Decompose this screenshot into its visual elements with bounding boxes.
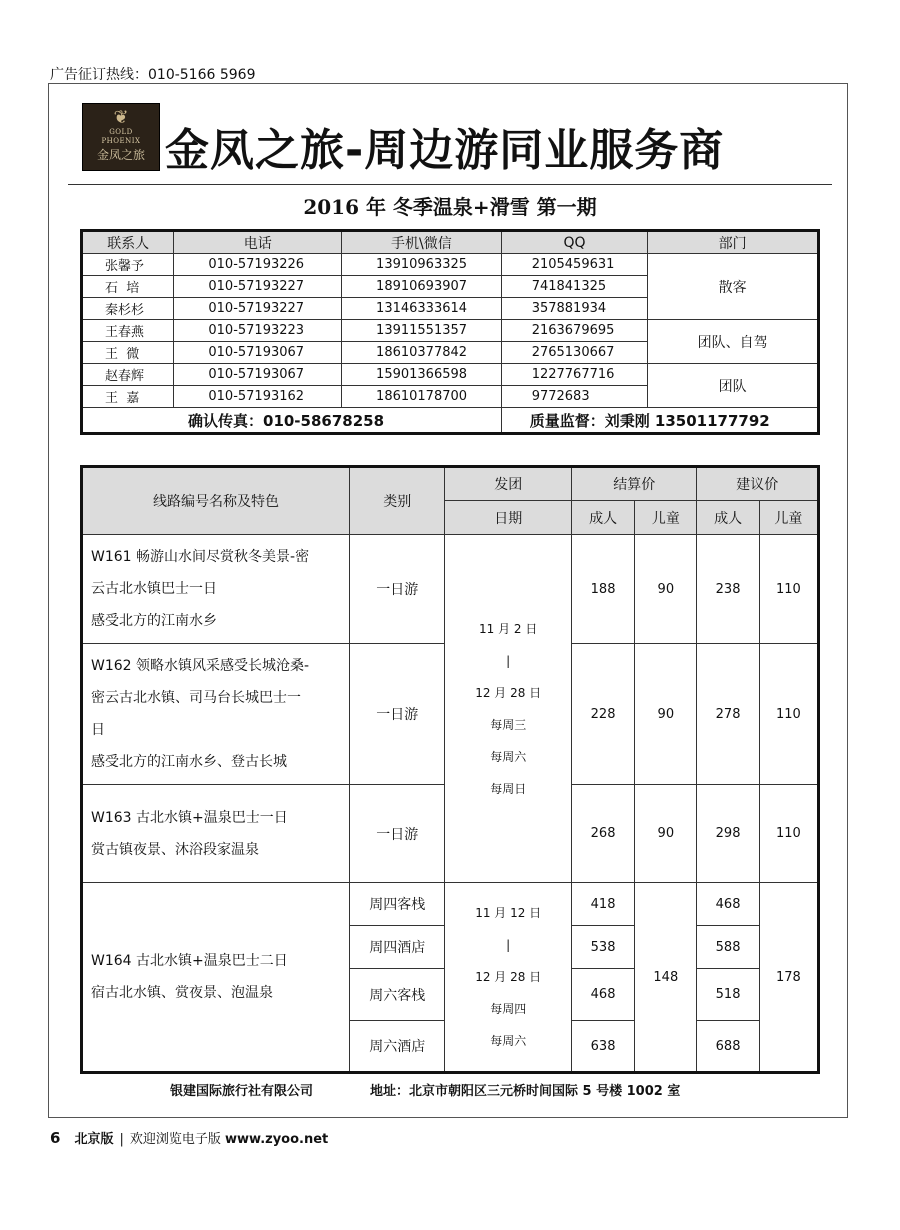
contact-mobile: 15901366598 xyxy=(342,364,502,386)
route-desc-line: 密云古北水镇、司马台长城巴士一 xyxy=(91,690,301,706)
route-category: 周四客栈 xyxy=(350,883,445,926)
contact-qq: 2163679695 xyxy=(501,320,648,342)
header-cell: 联系人 xyxy=(82,231,174,254)
settle-adult-price: 418 xyxy=(571,883,634,926)
contact-name: 张馨予 xyxy=(82,254,174,276)
settle-child-price: 90 xyxy=(635,644,697,785)
logo-text-cn: 金凤之旅 xyxy=(96,148,145,162)
contact-name: 赵春辉 xyxy=(82,364,174,386)
header-suggest-price: 建议价 xyxy=(697,467,819,501)
dept-cell: 散客 xyxy=(648,254,819,320)
suggest-child-price: 110 xyxy=(759,644,818,785)
contact-name: 石 培 xyxy=(82,276,174,298)
date-line: 每周四 xyxy=(490,1002,527,1016)
company-address: 地址：北京市朝阳区三元桥时间国际 5 号楼 1002 室 xyxy=(370,1084,681,1099)
date-line: | xyxy=(506,938,511,952)
contact-mobile: 13146333614 xyxy=(342,298,502,320)
header-cell: 部门 xyxy=(648,231,819,254)
table-row xyxy=(82,254,819,276)
date-line: 每周六 xyxy=(490,749,527,764)
route-desc xyxy=(82,644,350,785)
date-line: 11 月 2 日 xyxy=(479,621,538,636)
route-desc-line: 赏古镇夜景、沐浴段家温泉 xyxy=(91,841,259,858)
routes-table xyxy=(80,465,820,1074)
contact-qq: 9772683 xyxy=(501,386,648,408)
contact-name: 秦杉杉 xyxy=(82,298,174,320)
date-line: 11 月 12 日 xyxy=(475,906,542,920)
suggest-adult-price: 588 xyxy=(697,926,759,969)
quality-supervision: 质量监督：刘秉刚 13501177792 xyxy=(501,408,818,434)
route-desc xyxy=(82,883,350,1073)
suggest-child-price: 110 xyxy=(759,785,818,883)
date-line: | xyxy=(506,653,511,668)
table-row xyxy=(82,535,819,644)
route-category: 周六客栈 xyxy=(350,969,445,1021)
date-line: 12 月 28 日 xyxy=(475,685,542,700)
header-child: 儿童 xyxy=(759,501,818,535)
suggest-adult-price: 238 xyxy=(697,535,759,644)
date-line: 每周六 xyxy=(490,1034,527,1048)
settle-adult-price: 188 xyxy=(571,535,634,644)
contact-qq: 1227767716 xyxy=(501,364,648,386)
table-row xyxy=(82,364,819,386)
settle-adult-price: 228 xyxy=(571,644,634,785)
contact-phone: 010-57193227 xyxy=(174,276,342,298)
contact-mobile: 13910963325 xyxy=(342,254,502,276)
route-category: 一日游 xyxy=(350,785,445,883)
date-line: 12 月 28 日 xyxy=(475,970,542,984)
contact-name: 王 嘉 xyxy=(82,386,174,408)
settle-adult-price: 538 xyxy=(571,926,634,969)
contact-phone: 010-57193223 xyxy=(174,320,342,342)
suggest-adult-price: 688 xyxy=(697,1021,759,1073)
contact-qq: 2765130667 xyxy=(501,342,648,364)
route-desc xyxy=(82,535,350,644)
settle-adult-price: 268 xyxy=(571,785,634,883)
date-line: 每周日 xyxy=(490,781,527,796)
footer-welcome: 欢迎浏览电子版 xyxy=(129,1132,221,1147)
route-category: 周六酒店 xyxy=(350,1021,445,1073)
contact-qq: 741841325 xyxy=(501,276,648,298)
title-divider xyxy=(68,184,832,185)
header-settle-price: 结算价 xyxy=(571,467,697,501)
settle-child-price: 90 xyxy=(635,535,697,644)
header-category: 类别 xyxy=(350,467,445,535)
departure-dates xyxy=(445,535,572,883)
route-desc-line: 感受北方的江南水乡 xyxy=(91,613,217,629)
route-desc-line: 感受北方的江南水乡、登古长城 xyxy=(91,754,287,770)
company-logo xyxy=(82,103,160,171)
settle-child-price: 148 xyxy=(635,883,697,1073)
contacts-table xyxy=(80,229,820,435)
table-footer-row xyxy=(82,408,819,434)
table-row xyxy=(82,883,819,926)
suggest-child-price: 178 xyxy=(759,883,818,1073)
confirm-fax: 确认传真：010-58678258 xyxy=(82,408,502,434)
departure-dates xyxy=(445,883,572,1073)
contact-name: 王春燕 xyxy=(82,320,174,342)
table-row xyxy=(82,320,819,342)
header-cell: 手机\微信 xyxy=(342,231,502,254)
contact-qq: 2105459631 xyxy=(501,254,648,276)
contact-mobile: 18610377842 xyxy=(342,342,502,364)
suggest-adult-price: 278 xyxy=(697,644,759,785)
header-child: 儿童 xyxy=(635,501,697,535)
route-desc-line: 宿古北水镇、赏夜景、泡温泉 xyxy=(91,985,273,1001)
contact-name: 王 微 xyxy=(82,342,174,364)
contact-phone: 010-57193067 xyxy=(174,364,342,386)
route-category: 一日游 xyxy=(350,644,445,785)
route-desc-line: 云古北水镇巴士一日 xyxy=(91,581,217,597)
settle-adult-price: 638 xyxy=(571,1021,634,1073)
route-desc xyxy=(82,785,350,883)
header-route: 线路编号名称及特色 xyxy=(82,467,350,535)
logo-text-en: GOLD xyxy=(109,128,133,136)
suggest-adult-price: 298 xyxy=(697,785,759,883)
route-category: 周四酒店 xyxy=(350,926,445,969)
header-depart-bottom: 日期 xyxy=(445,501,572,535)
route-desc-line: 日 xyxy=(91,722,105,738)
contact-mobile: 18610178700 xyxy=(342,386,502,408)
edition-label: 北京版 xyxy=(74,1132,114,1147)
settle-adult-price: 468 xyxy=(571,969,634,1021)
suggest-adult-price: 518 xyxy=(697,969,759,1021)
header-cell: 电话 xyxy=(174,231,342,254)
contact-mobile: 13911551357 xyxy=(342,320,502,342)
page-footer xyxy=(50,1128,328,1147)
settle-child-price: 90 xyxy=(635,785,697,883)
suggest-child-price: 110 xyxy=(759,535,818,644)
footer-separator: | xyxy=(119,1132,124,1147)
header-cell: QQ xyxy=(501,231,648,254)
contact-phone: 010-57193227 xyxy=(174,298,342,320)
contact-phone: 010-57193162 xyxy=(174,386,342,408)
page-title: 金凤之旅-周边游同业服务商 xyxy=(165,125,725,176)
table-header-row xyxy=(82,467,819,501)
table-header-row xyxy=(82,231,819,254)
page-number: 6 xyxy=(50,1129,61,1147)
issue-subtitle: 2016 年 冬季温泉+滑雪 第一期 xyxy=(303,195,597,219)
route-desc-line: W163 古北水镇+温泉巴士一日 xyxy=(91,809,288,826)
dept-cell: 团队 xyxy=(648,364,819,408)
dept-cell: 团队、自驾 xyxy=(648,320,819,364)
contact-mobile: 18910693907 xyxy=(342,276,502,298)
header-depart-top: 发团 xyxy=(445,467,572,501)
company-name: 银建国际旅行社有限公司 xyxy=(170,1084,314,1099)
suggest-adult-price: 468 xyxy=(697,883,759,926)
contact-phone: 010-57193067 xyxy=(174,342,342,364)
route-category: 一日游 xyxy=(350,535,445,644)
ad-hotline: 广告征订热线：010-5166 5969 xyxy=(50,67,256,83)
footer-url: www.zyoo.net xyxy=(225,1132,329,1147)
route-desc-line: W162 领略水镇风采感受长城沧桑- xyxy=(91,658,310,674)
route-desc-line: W164 古北水镇+温泉巴士二日 xyxy=(91,953,288,969)
phoenix-ornament-icon: ❦ xyxy=(113,107,129,128)
contact-qq: 357881934 xyxy=(501,298,648,320)
date-line: 每周三 xyxy=(490,717,527,732)
header-adult: 成人 xyxy=(571,501,634,535)
logo-text-en: PHOENIX xyxy=(101,137,141,145)
header-adult: 成人 xyxy=(697,501,759,535)
contact-phone: 010-57193226 xyxy=(174,254,342,276)
route-desc-line: W161 畅游山水间尽赏秋冬美景-密 xyxy=(91,549,310,565)
